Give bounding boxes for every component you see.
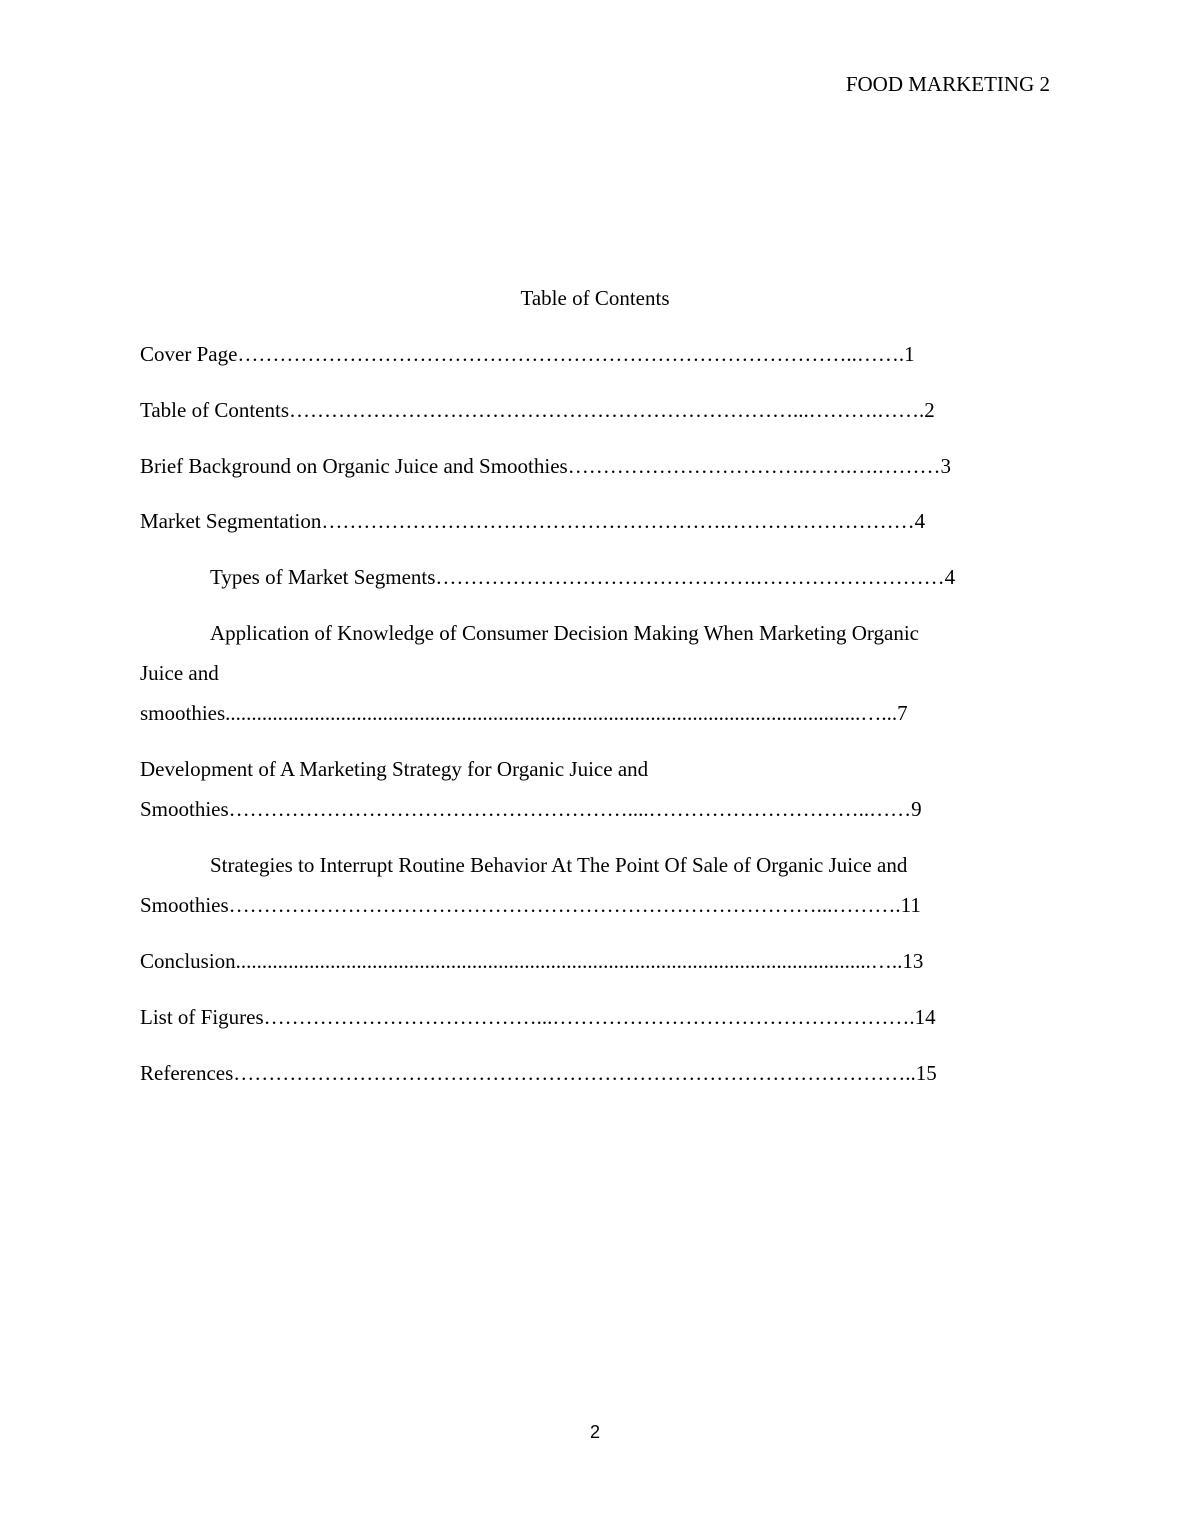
toc-entry-list-of-figures: List of Figures…………………………………...…………………………………………….14 <box>140 1005 936 1029</box>
toc-entry-application-knowledge-line3: smoothies.........................................................................................................................…...7 <box>140 701 908 725</box>
page-number: 2 <box>589 1422 600 1442</box>
toc-entry-strategies-interrupt-line1: Strategies to Interrupt Routine Behavior At The Point Of Sale of Organic Juice and <box>210 853 908 877</box>
toc-entry-strategies-interrupt-line2: Smoothies…………………………………………………………………………...……….11 <box>140 893 921 917</box>
toc-entry-development-strategy-line1: Development of A Marketing Strategy for Organic Juice and <box>140 757 649 781</box>
toc-title: Table of Contents <box>520 286 670 310</box>
running-head: FOOD MARKETING 2 <box>845 72 1050 96</box>
toc-entry-types-of-market-segments: Types of Market Segments……………………………………….………………………4 <box>210 565 956 589</box>
toc-entry-references: References……………………………………………………………………………………..15 <box>140 1061 937 1085</box>
toc-entry-table-of-contents: Table of Contents………………………………………………………………...……….…….2 <box>140 398 935 422</box>
toc-entry-application-knowledge-line2: Juice and <box>140 661 219 685</box>
toc-entry-cover-page: Cover Page……………………………………………………………………………..…….1 <box>140 342 915 366</box>
toc-entry-market-segmentation: Market Segmentation………………………………………………….………………………4 <box>140 509 926 533</box>
toc-entry-application-knowledge-line1: Application of Knowledge of Consumer Decision Making When Marketing Organic <box>210 621 919 645</box>
toc-entry-development-strategy-line2: Smoothies…………………………………………………....…………………………..……9 <box>140 797 922 821</box>
toc-entry-brief-background: Brief Background on Organic Juice and Smoothies…………………………….…….….………3 <box>140 454 951 478</box>
toc-entry-conclusion: Conclusion.........................................................................................................................…..13 <box>140 949 924 973</box>
